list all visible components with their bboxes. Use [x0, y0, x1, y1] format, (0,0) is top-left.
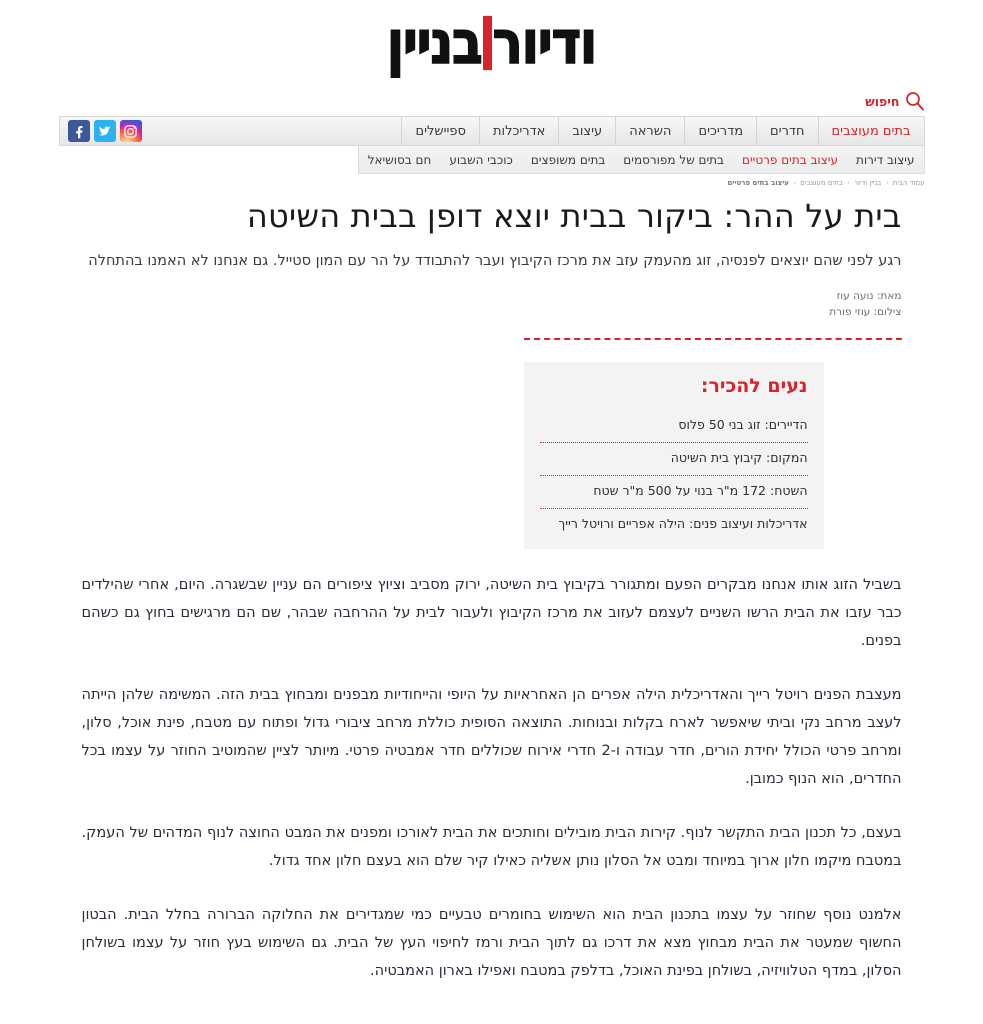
fact-box	[524, 362, 824, 549]
search-label: חיפוש	[865, 93, 900, 109]
photographer-line: צילום: עוזי פורת	[829, 306, 902, 318]
sub-navigation	[59, 146, 925, 174]
nav-spacer	[148, 117, 402, 145]
nav-item-rooms[interactable]: חדרים	[756, 117, 817, 145]
dashed-divider	[524, 338, 902, 340]
fact-box-title: נעים להכיר:	[700, 375, 808, 397]
facebook-icon[interactable]	[68, 120, 90, 142]
subnav-item-apartment-design[interactable]: עיצוב דירות	[856, 152, 915, 167]
breadcrumb-item-current: עיצוב בתים פרטיים	[727, 179, 789, 187]
subnav-item-hot-on-social[interactable]: חם בסושיאל	[367, 152, 432, 167]
subnav-item-private-home-design[interactable]: עיצוב בתים פרטיים	[742, 152, 838, 167]
breadcrumb-item-home[interactable]: עמוד הבית	[892, 179, 925, 187]
breadcrumb-item-designed-homes[interactable]: בתים מעוצבים	[800, 179, 843, 187]
article-body	[82, 571, 902, 985]
site-logo[interactable]	[386, 8, 597, 78]
nav-item-design[interactable]: עיצוב	[558, 117, 615, 145]
twitter-icon[interactable]	[94, 120, 116, 142]
nav-item-architecture[interactable]: אדריכלות	[479, 117, 558, 145]
fact-box-row-location: המקום: קיבוץ בית השיטה	[540, 443, 808, 476]
fact-box-row-area: השטח: 172 מ"ר בנוי על 500 מ"ר שטח	[540, 476, 808, 509]
fact-box-row-residents: הדיירים: זוג בני 50 פלוס	[540, 410, 808, 443]
nav-item-inspiration[interactable]: השראה	[615, 117, 684, 145]
breadcrumb-separator: ›	[847, 179, 850, 187]
breadcrumb-item-site[interactable]: בניין ודיור	[854, 179, 882, 187]
logo-text-part1: בניין	[386, 8, 482, 78]
article-paragraph: בעצם, כל תכנון הבית התקשר לנוף. קירות הבית מובילים וחותכים את הבית לאורכו ומפנים את המבט החוצה לנוף המדהים של העמק. במטבח מיקמו חלון ארוך במיוחד ומבט אל הסלון נותן אשליה כאילו קיר שלם הוא בעצם חלון אחד גדול.	[81, 825, 902, 869]
article-paragraph: מעצבת הפנים רויטל רייך והאדריכלית הילה אפרים הן האחראיות על היופי והייחודיות מבפנים ומבחוץ בבית הזה. המשימה שלהן הייתה לעצב מרחב נקי וביתי שיאפשר לארח בקלות ובנוחות. התוצאה הסופית כוללת מרחב ציבורי גדול ופתוח עם מטבח, פינת אוכל, סלון, ומרחב פרטי הכולל יחידת הורים, חדר עבודה ו-2 חדרי אירוח שכוללים חדר אמבטיה פרטי. מיותר לציין שהמוטיב החוזר על עצמו בכל החדרים, הוא הנוף כמובן.	[81, 687, 902, 787]
article-credits	[82, 288, 902, 320]
author-line: מאת: נועה עוז	[836, 290, 902, 302]
breadcrumb-separator: ›	[885, 179, 889, 187]
search-row	[59, 86, 925, 116]
article-paragraph: אלמנט נוסף שחוזר על עצמו בתכנון הבית הוא השימוש בחומרים טבעיים כמי שמגדירים את החלוקה הברורה בחלל הבית. הבטון החשוף שמעטר את הבית מבחוץ מצא את דרכו גם לתוך הבית ורמז לחיפוי העץ של הבית. גם השימוש בעץ חוזר על עצמו בשולחן הסלון, במדף הטלוויזיה, בשולחן בפינת האוכל, בדלפק במטבח ואפילו בארון האמבטיה.	[81, 907, 902, 979]
subnav-item-stars-of-the-week[interactable]: כוכבי השבוע	[449, 152, 513, 167]
site-header	[0, 0, 983, 86]
subnav-item-celebrity-homes[interactable]: בתים של מפורסמים	[623, 152, 724, 167]
subnav-item-renovated-homes[interactable]: בתים משופצים	[530, 152, 606, 167]
article-subheadline: רגע לפני שהם יוצאים לפנסיה, זוג מהעמק עזב את מרכז הקיבוץ ועבר להתבודד על הר עם המון סטייל. גם אנחנו לא האמנו בהתחלה	[88, 253, 902, 269]
fact-box-row-architects: אדריכלות ועיצוב פנים: הילה אפריים ורויטל רייך	[558, 516, 808, 531]
nav-item-specials[interactable]: ספיישלים	[401, 117, 479, 145]
search-button[interactable]	[861, 91, 924, 111]
nav-item-designed-homes[interactable]: בתים מעוצבים	[818, 117, 924, 145]
article	[82, 196, 902, 985]
logo-text-part2: ודיור	[492, 8, 597, 78]
article-paragraph: בשביל הזוג אותו אנחנו מבקרים הפעם ומתגורר בקיבוץ בית השיטה, ירוק מסביב וציוץ ציפורים הם עניין שבשגרה. היום, אחרי שהילדים כבר עזבו את הבית הרשו השניים לעצמם לעזוב את מרכז הקיבוץ ולעבור לבית על ההרחבה שבהר, שם הם מרגישים בחוץ גם כשהם בפנים.	[81, 577, 902, 649]
page-title: בית על ההר: ביקור בבית יוצא דופן בבית השיטה	[246, 197, 902, 235]
instagram-icon[interactable]	[120, 120, 142, 142]
nav-item-guides[interactable]: מדריכים	[684, 117, 756, 145]
main-navigation	[59, 116, 925, 146]
breadcrumb	[59, 178, 925, 188]
search-icon[interactable]	[905, 91, 925, 111]
logo-red-bar	[483, 16, 492, 70]
sub-navigation-inner	[358, 146, 925, 174]
social-links	[60, 117, 148, 145]
breadcrumb-separator: ›	[793, 179, 796, 187]
